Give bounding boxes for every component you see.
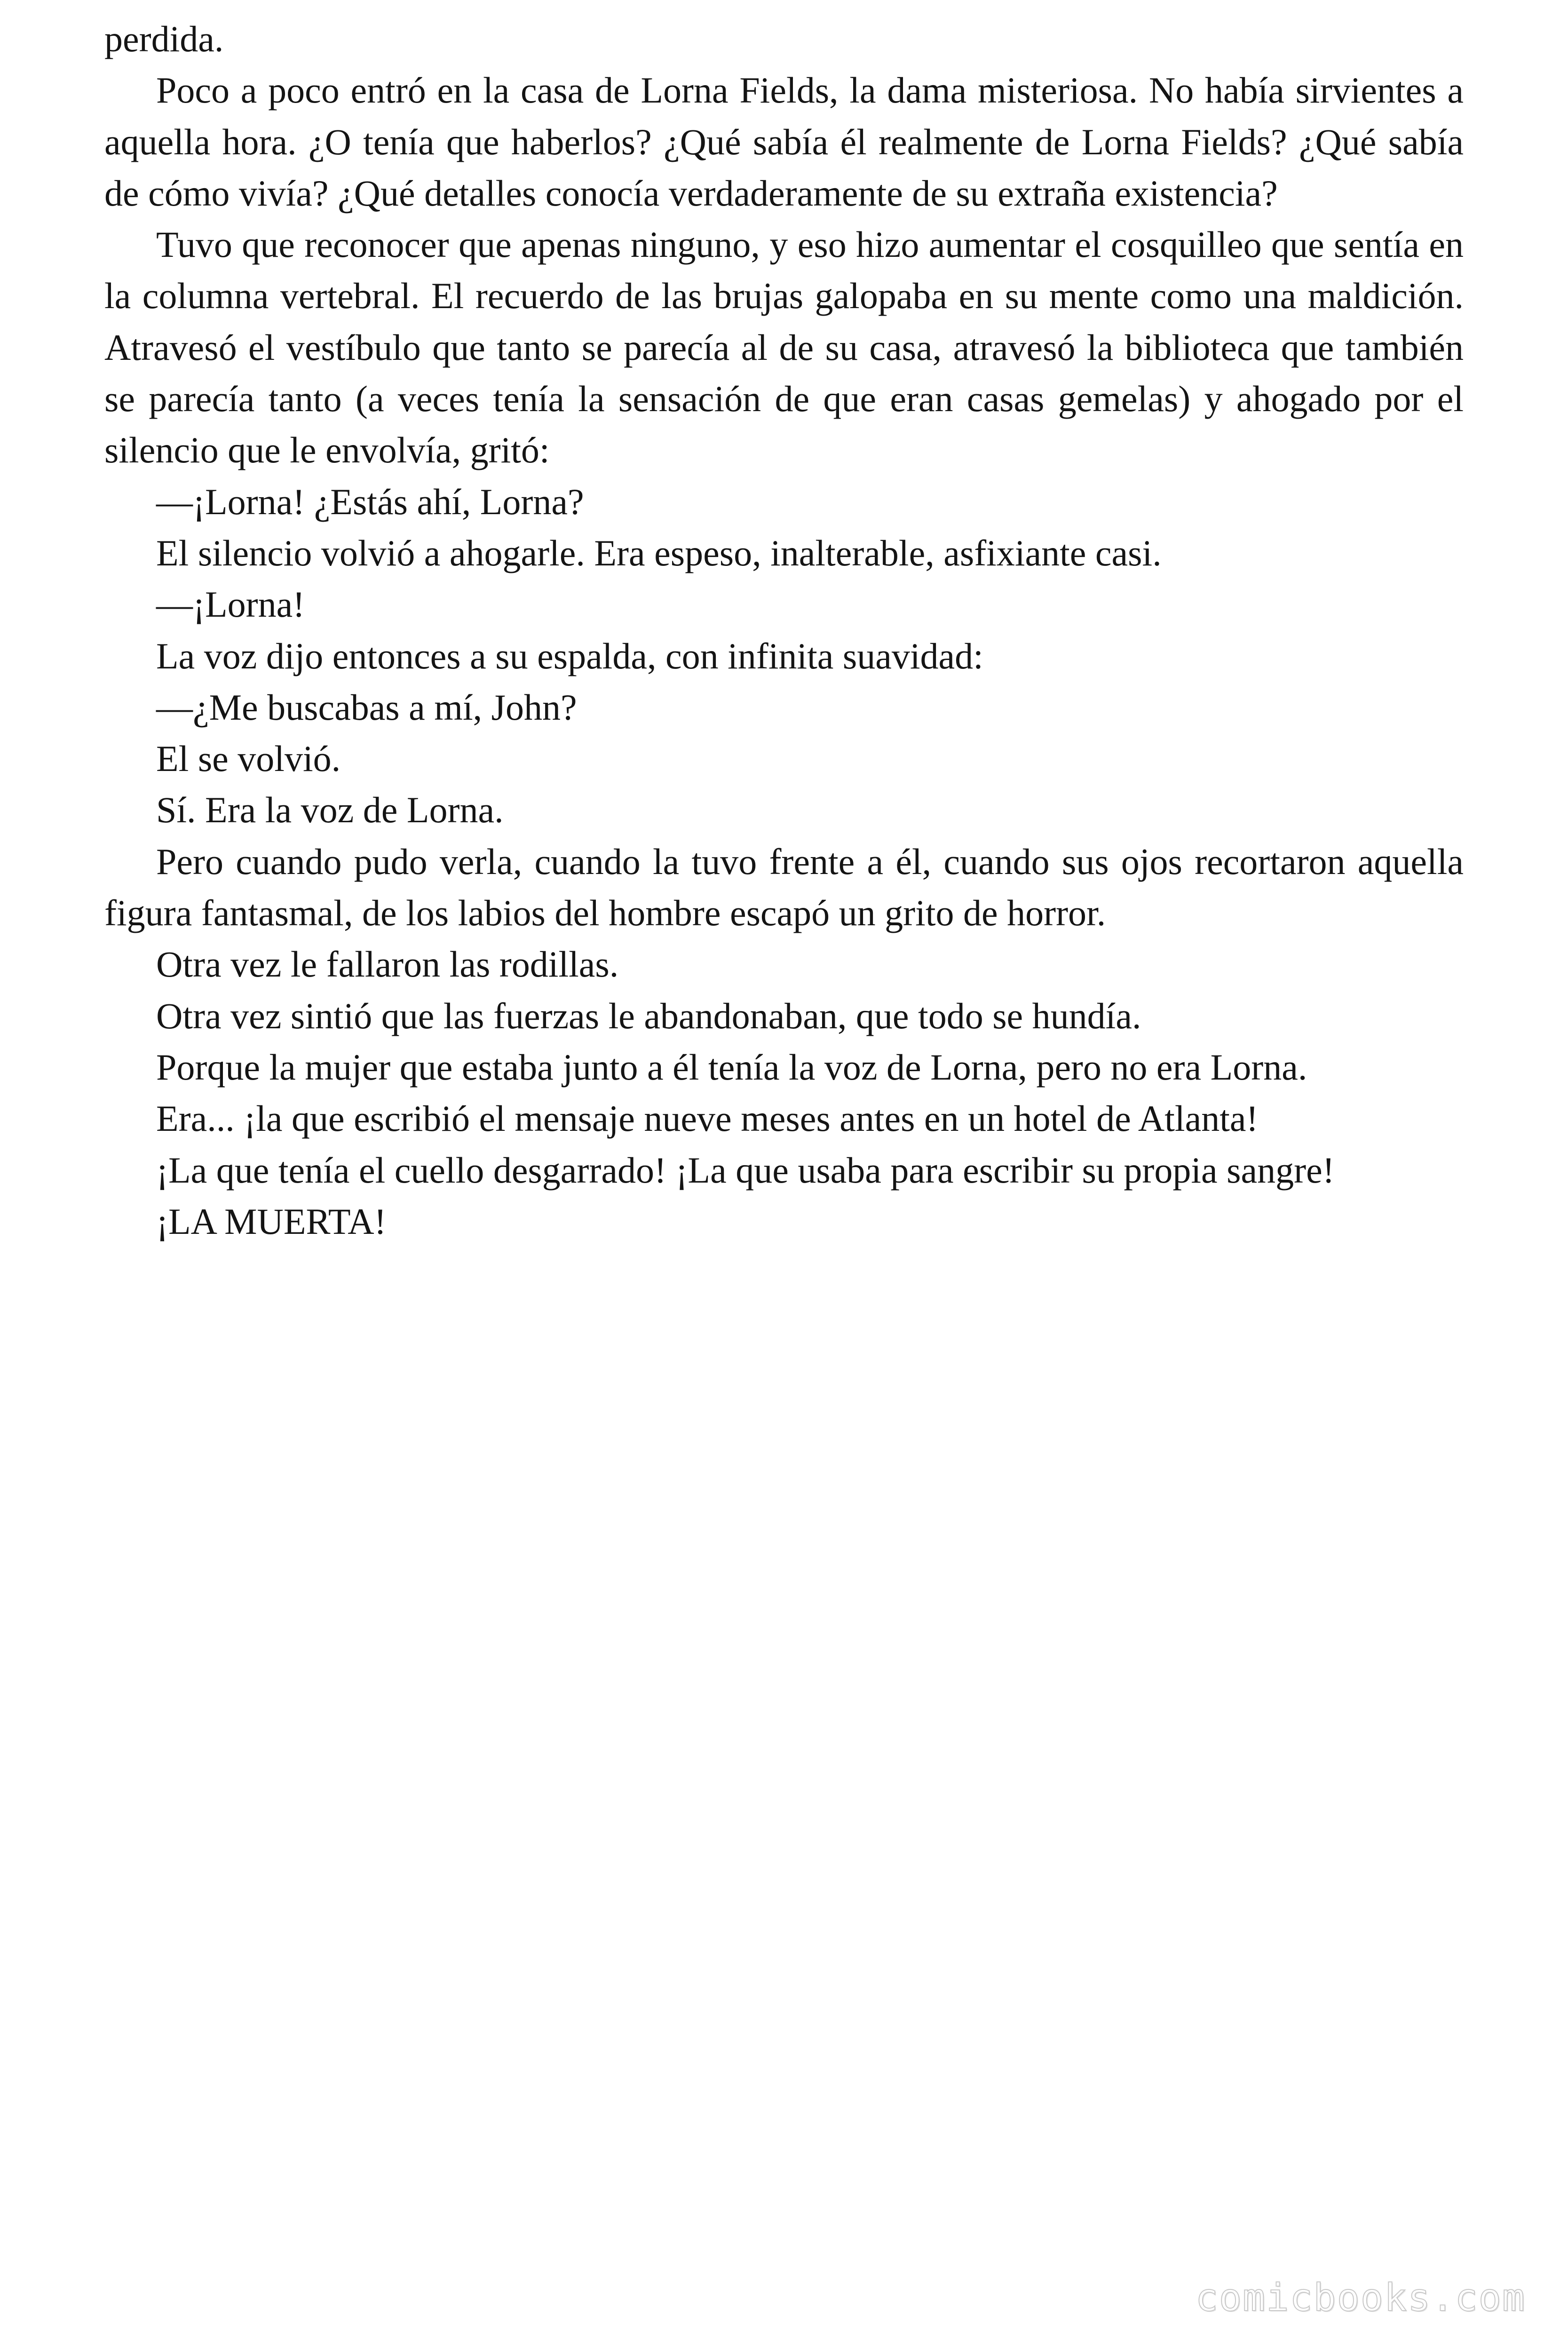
paragraph-17: ¡LA MUERTA! — [156, 1200, 387, 1242]
paragraph-2: Poco a poco entró en la casa de Lorna Fields, la dama misteriosa. No había sirvientes a aquella hora. ¿O tenía que haberlos? ¿Qué sabía él realmente de Lorna Fields? ¿Qué sabía de cómo vivía? ¿Qué detalles conocía verdaderamente de su extraña existencia? — [104, 70, 1464, 214]
paragraph-3: Tuvo que reconocer que apenas ninguno, y eso hizo aumentar el cosquilleo que sentía en la columna vertebral. El recuerdo de las brujas galopaba en su mente como una maldición. Atravesó el vestíbulo que tanto se parecía al de su casa, atravesó la biblioteca que también se parecía tanto (a veces tenía la sensación de que eran casas gemelas) y ahogado por el silencio que le envolvía, gritó: — [104, 224, 1464, 471]
paragraph-5: El silencio volvió a ahogarle. Era espeso, inalterable, asfixiante casi. — [156, 532, 1162, 573]
paragraph-14: Porque la mujer que estaba junto a él tenía la voz de Lorna, pero no era Lorna. — [156, 1046, 1307, 1088]
paragraph-11: Pero cuando pudo verla, cuando la tuvo frente a él, cuando sus ojos recortaron aquella figura fantasmal, de los labios del hombre escapó un grito de horror. — [104, 841, 1464, 934]
paragraph-16: ¡La que tenía el cuello desgarrado! ¡La que usaba para escribir su propia sangre! — [156, 1149, 1335, 1191]
paragraph-10: Sí. Era la voz de Lorna. — [156, 789, 504, 831]
paragraph-7: La voz dijo entonces a su espalda, con infinita suavidad: — [156, 635, 983, 676]
paragraph-9: El se volvió. — [156, 738, 341, 779]
paragraph-4: —¡Lorna! ¿Estás ahí, Lorna? — [156, 481, 584, 522]
watermark-logo: comicbooks.com — [1195, 2276, 1526, 2320]
paragraph-12: Otra vez le fallaron las rodillas. — [156, 944, 619, 985]
paragraph-13: Otra vez sintió que las fuerzas le abandonaban, que todo se hundía. — [156, 995, 1141, 1036]
paragraph-8: —¿Me buscabas a mí, John? — [156, 686, 577, 728]
paragraph-6: —¡Lorna! — [156, 584, 305, 625]
document-body — [104, 13, 1464, 1247]
paragraph-15: Era... ¡la que escribió el mensaje nueve meses antes en un hotel de Atlanta! — [156, 1098, 1259, 1139]
paragraph-1: perdida. — [104, 18, 224, 59]
